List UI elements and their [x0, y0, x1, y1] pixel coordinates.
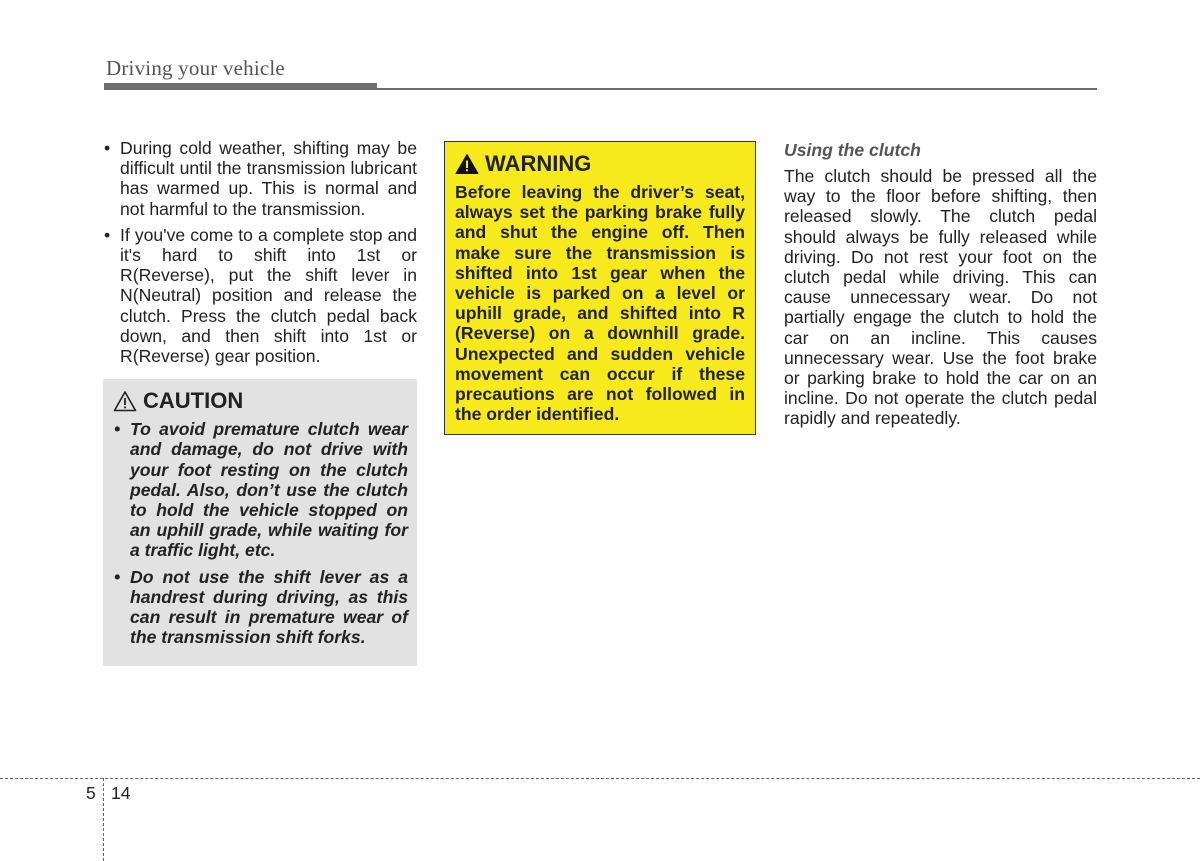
- warning-box: [444, 141, 756, 435]
- body-paragraph: The clutch should be pressed all the way to the floor before shifting, then released slowly. The clutch pedal should always be fully released while driving. Do not rest your foot on the clutch pedal while driving. This can cause unnecessary wear. Do not partially engage the clutch to hold the car on an incline. This causes unnecessary wear. Use the foot brake or parking brake to hold the car on an incline. Do not operate the clutch pedal rapidly and repeatedly.: [784, 166, 1097, 429]
- section-number: 5: [86, 783, 96, 803]
- header-rule-thin: [104, 88, 1097, 90]
- list-item: • To avoid premature clutch wear and damage, do not drive with your foot resting on the clutch pedal. Also, don’t use the clutch to hold the vehicle stopped on an uphill grade, while waiting for a traffic light, etc.: [113, 419, 408, 560]
- caution-heading-row: [113, 387, 408, 415]
- footer-rule: [0, 778, 1200, 779]
- page-header-title: Driving your vehicle: [106, 56, 285, 80]
- warning-triangle-outline-icon: [113, 390, 137, 412]
- caution-box: [103, 379, 417, 666]
- caution-heading: CAUTION: [143, 388, 244, 414]
- caution-list: [113, 419, 408, 647]
- section-subheading: Using the clutch: [784, 140, 921, 160]
- list-item: • If you've come to a complete stop and it's hard to shift into 1st or R(Reverse), put the shift lever in N(Neutral) position and release the clutch. Press the clutch pedal back down, and then shift into 1st or R(Reverse) gear position.: [103, 225, 417, 366]
- bullet-list: [103, 138, 417, 366]
- warning-triangle-filled-icon: [455, 153, 479, 175]
- list-item: • During cold weather, shifting may be difficult until the transmission lubricant has warmed up. This is normal and not harmful to the transmission.: [103, 138, 417, 219]
- middle-column: [444, 141, 756, 435]
- warning-heading-row: [455, 150, 745, 178]
- left-column: [103, 138, 417, 666]
- list-item: • Do not use the shift lever as a handrest during driving, as this can result in premature wear of the transmission shift forks.: [113, 567, 408, 648]
- warning-heading: WARNING: [485, 151, 592, 176]
- warning-text: Before leaving the driver’s seat, always set the parking brake fully and shut the engine off. Then make sure the transmission is shifted into 1st gear when the vehicle is parked on a level or uphill grade, and shifted into R (Reverse) on a downhill grade. Unexpected and sudden vehicle movement can occur if these precautions are not followed in the order identified.: [455, 182, 745, 425]
- footer-divider: [103, 778, 104, 861]
- page-number: 14: [111, 783, 131, 803]
- right-column: [784, 138, 1097, 429]
